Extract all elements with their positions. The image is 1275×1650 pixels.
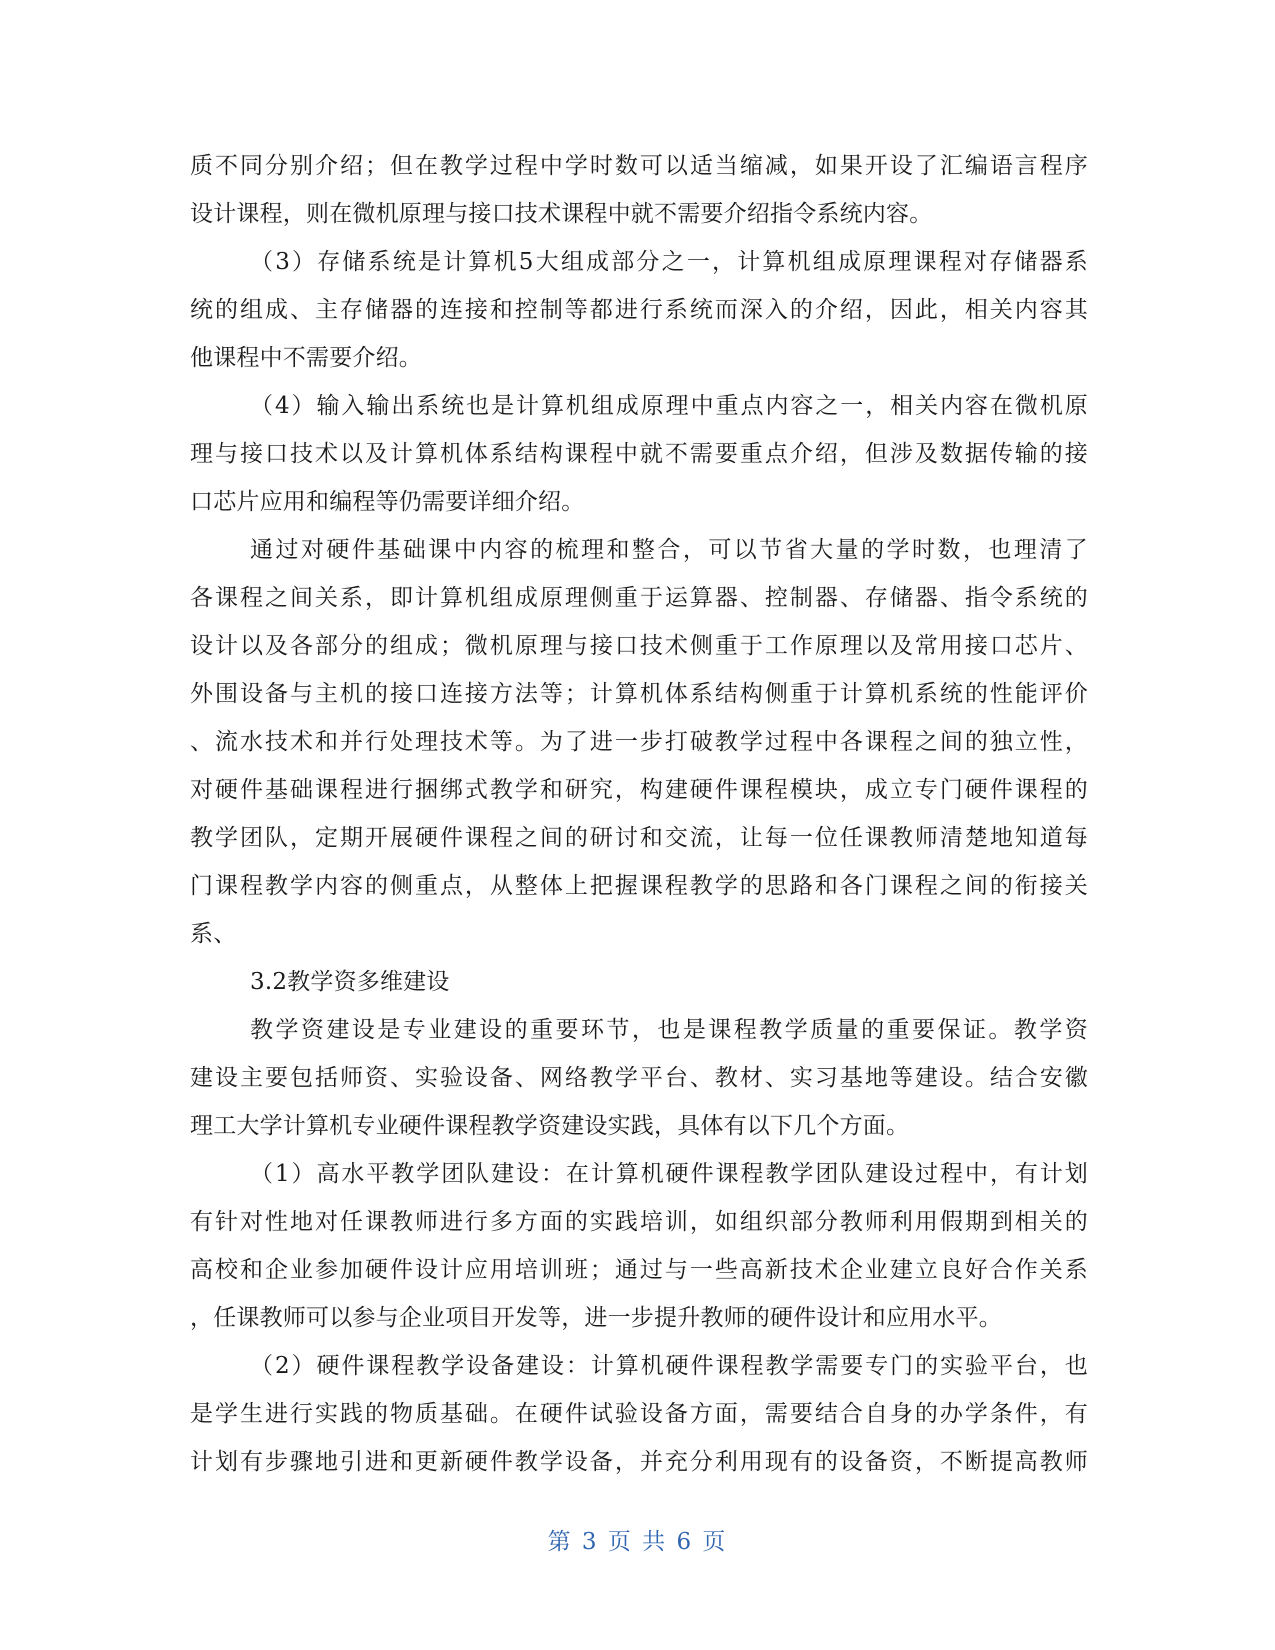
text-line: （4）输入输出系统也是计算机组成原理中重点内容之一，相关内容在微机原 [250, 393, 1088, 419]
text-line: （3）存储系统是计算机5大组成部分之一，计算机组成原理课程对存储器系 [250, 249, 1088, 275]
text-line: 通过对硬件基础课中内容的梳理和整合，可以节省大量的学时数，也理清了 [250, 537, 1088, 563]
text-line: ，任课教师可以参与企业项目开发等，进一步提升教师的硬件设计和应用水平。 [190, 1305, 1002, 1331]
page-footer [0, 1523, 1275, 1556]
text-line: 理与接口技术以及计算机体系结构课程中就不需要重点介绍，但涉及数据传输的接 [190, 441, 1088, 467]
text-line: 教学团队，定期开展硬件课程之间的研讨和交流，让每一位任课教师清楚地知道每 [190, 825, 1088, 851]
total-page-count: 6 [676, 1529, 694, 1555]
footer-prefix: 第 [547, 1529, 573, 1555]
text-line: 有针对性地对任课教师进行多方面的实践培训，如组织部分教师利用假期到相关的 [190, 1209, 1088, 1235]
current-page-number: 3 [581, 1529, 599, 1555]
text-line: 建设主要包括师资、实验设备、网络教学平台、教材、实习基地等建设。结合安徽 [190, 1065, 1088, 1091]
text-line: 他课程中不需要介绍。 [190, 345, 422, 371]
document-body [190, 142, 1088, 1486]
section-heading: 3.2教学资多维建设 [250, 969, 450, 995]
text-line: 统的组成、主存储器的连接和控制等都进行系统而深入的介绍，因此，相关内容其 [190, 297, 1088, 323]
text-line: 系、 [190, 921, 237, 947]
text-line: 计划有步骤地引进和更新硬件教学设备，并充分利用现有的设备资，不断提高教师 [190, 1449, 1088, 1475]
text-line: 设计课程，则在微机原理与接口技术课程中就不需要介绍指令系统内容。 [190, 201, 933, 227]
text-line: 、流水技术和并行处理技术等。为了进一步打破教学过程中各课程之间的独立性， [190, 729, 1088, 755]
text-line: 是学生进行实践的物质基础。在硬件试验设备方面，需要结合自身的办学条件，有 [190, 1401, 1088, 1427]
text-line: （1）高水平教学团队建设：在计算机硬件课程教学团队建设过程中，有计划 [250, 1161, 1088, 1187]
text-line: 各课程之间关系，即计算机组成原理侧重于运算器、控制器、存储器、指令系统的 [190, 585, 1088, 611]
text-line: 理工大学计算机专业硬件课程教学资建设实践，具体有以下几个方面。 [190, 1113, 910, 1139]
text-line: 对硬件基础课程进行捆绑式教学和研究，构建硬件课程模块，成立专门硬件课程的 [190, 777, 1088, 803]
text-line: 高校和企业参加硬件设计应用培训班；通过与一些高新技术企业建立良好合作关系 [190, 1257, 1088, 1283]
text-line: 门课程教学内容的侧重点，从整体上把握课程教学的思路和各门课程之间的衔接关 [190, 873, 1088, 899]
text-line: 设计以及各部分的组成；微机原理与接口技术侧重于工作原理以及常用接口芯片、 [190, 633, 1088, 659]
text-line: 教学资建设是专业建设的重要环节，也是课程教学质量的重要保证。教学资 [250, 1017, 1088, 1043]
text-line: 口芯片应用和编程等仍需要详细介绍。 [190, 489, 585, 515]
footer-middle: 页 共 [607, 1529, 668, 1555]
footer-suffix: 页 [702, 1529, 728, 1555]
text-line: 外围设备与主机的接口连接方法等；计算机体系结构侧重于计算机系统的性能评价 [190, 681, 1088, 707]
text-line: （2）硬件课程教学设备建设：计算机硬件课程教学需要专门的实验平台，也 [250, 1353, 1088, 1379]
text-line: 质不同分别介绍；但在教学过程中学时数可以适当缩减，如果开设了汇编语言程序 [190, 153, 1088, 179]
